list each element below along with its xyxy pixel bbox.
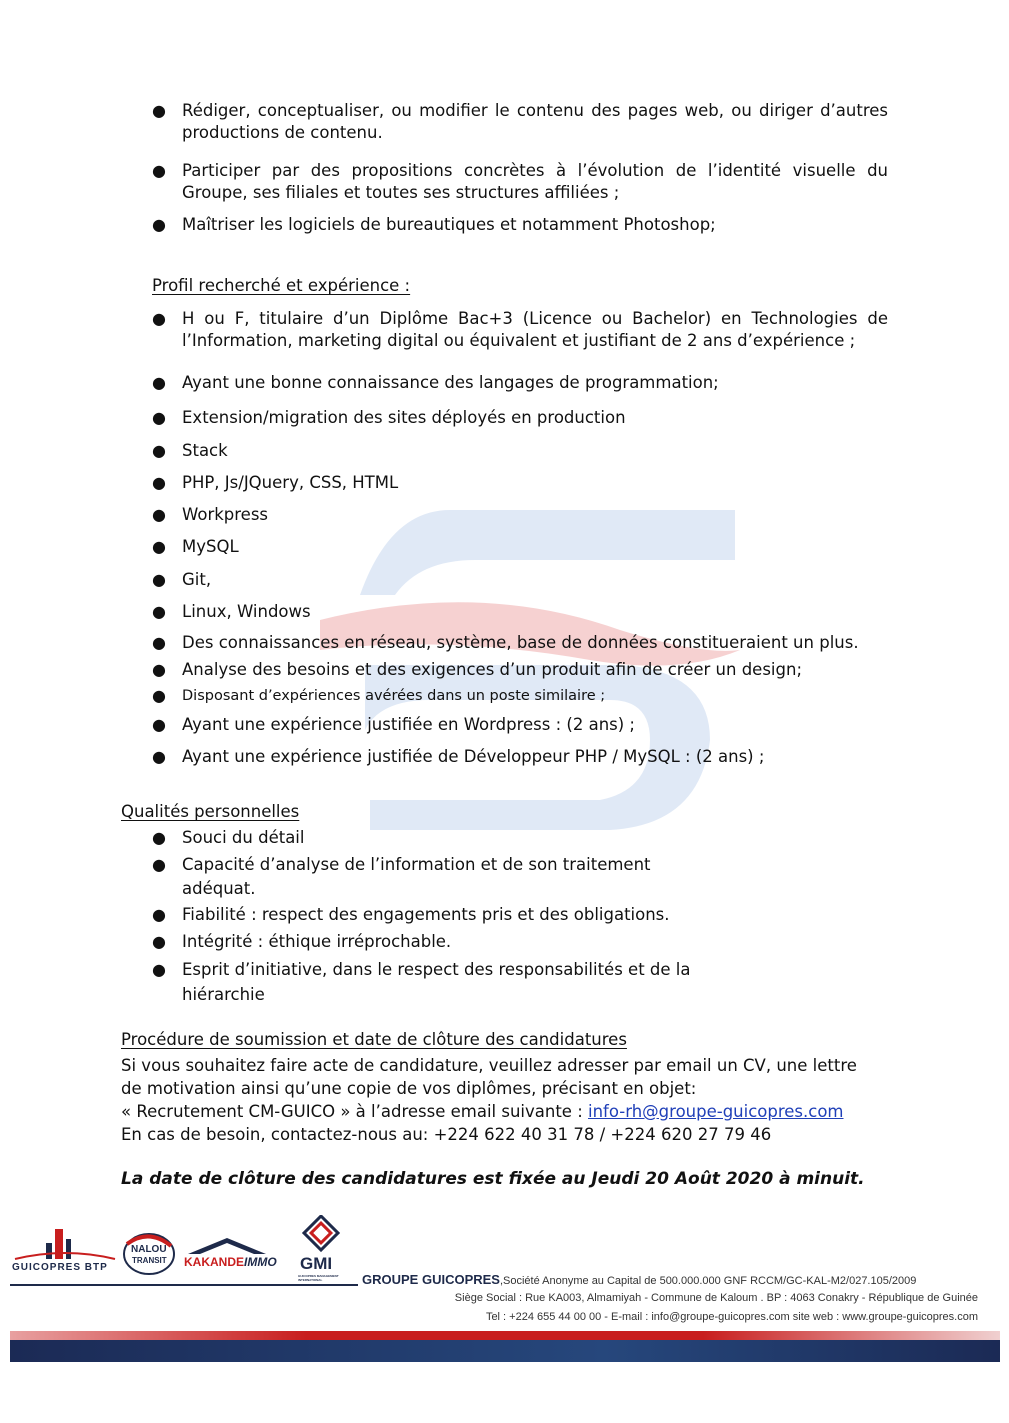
list-item: ● Git, bbox=[152, 570, 212, 589]
bullet-icon: ● bbox=[152, 408, 166, 427]
list-item: ● Souci du détail bbox=[152, 828, 305, 847]
email-link[interactable]: info-rh@groupe-guicopres.com bbox=[588, 1102, 844, 1121]
bullet-icon: ● bbox=[152, 660, 166, 679]
bullet-icon: ● bbox=[152, 828, 166, 847]
list-item: ● Extension/migration des sites déployés en production bbox=[152, 408, 626, 427]
list-item: ● Intégrité : éthique irréprochable. bbox=[152, 932, 452, 951]
section-heading-procedure: Procédure de soumission et date de clôture des candidatures bbox=[121, 1030, 627, 1049]
gmi-subtitle: GUICOPRES MANAGEMENT INTERNATIONAL bbox=[298, 1274, 339, 1282]
kakande-roof-icon bbox=[186, 1236, 268, 1256]
bullet-icon: ● bbox=[152, 373, 166, 392]
bullet-icon: ● bbox=[152, 932, 166, 951]
list-item: ● Maîtriser les logiciels de bureautiques et notamment Photoshop; bbox=[152, 215, 716, 234]
footer-divider bbox=[10, 1284, 358, 1286]
bullet-icon: ● bbox=[152, 441, 166, 460]
bullet-icon: ● bbox=[152, 747, 166, 766]
bullet-icon: ● bbox=[152, 960, 166, 979]
bullet-icon: ● bbox=[152, 686, 166, 705]
bullet-icon: ● bbox=[152, 473, 166, 492]
bullet-icon: ● bbox=[152, 715, 166, 734]
bullet-icon: ● bbox=[152, 309, 166, 328]
list-item: ● Fiabilité : respect des engagements pris et des obligations. bbox=[152, 905, 670, 924]
list-item: ● Analyse des besoins et des exigences d’un produit afin de créer un design; bbox=[152, 660, 803, 679]
list-item: ● Linux, Windows bbox=[152, 602, 311, 621]
bullet-icon: ● bbox=[152, 161, 166, 180]
closing-date: La date de clôture des candidatures est fixée au Jeudi 20 Août 2020 à minuit. bbox=[121, 1169, 865, 1189]
list-item: ● Ayant une expérience justifiée de Développeur PHP / MySQL : (2 ans) ; bbox=[152, 747, 765, 766]
section-heading-profile: Profil recherché et expérience : bbox=[152, 276, 411, 295]
bullet-icon: ● bbox=[152, 215, 166, 234]
company-contact: Tel : +224 655 44 00 00 - E-mail : info@groupe-guicopres.com site web : www.groupe-guicopres.com bbox=[485, 1311, 978, 1323]
gmi-logo bbox=[302, 1215, 340, 1255]
bullet-icon: ● bbox=[152, 855, 166, 874]
bullet-icon: ● bbox=[152, 602, 166, 621]
list-item: ● Capacité d’analyse de l’information et de son traitement adéquat. bbox=[152, 855, 651, 898]
list-item: ● Esprit d’initiative, dans le respect des responsabilités et de la hiérarchie bbox=[152, 957, 712, 1007]
list-item: ● MySQL bbox=[152, 537, 239, 556]
section-heading-qualities: Qualités personnelles bbox=[121, 802, 300, 821]
transit-logo-text: TRANSIT bbox=[132, 1256, 167, 1265]
company-address: Siège Social : Rue KA003, Almamiyah - Commune de Kaloum . BP : 4063 Conakry - République de Guinée bbox=[454, 1292, 978, 1304]
list-item: ● Stack bbox=[152, 441, 228, 460]
footer-band-blue bbox=[10, 1340, 1000, 1362]
bullet-icon: ● bbox=[152, 633, 166, 652]
bullet-icon: ● bbox=[152, 537, 166, 556]
list-item: ● Rédiger, conceptualiser, ou modifier le contenu des pages web, ou diriger d’autres productions de contenu. bbox=[152, 101, 888, 142]
bullet-icon: ● bbox=[152, 505, 166, 524]
list-item: ● Ayant une bonne connaissance des langages de programmation; bbox=[152, 373, 719, 392]
company-line: GROUPE GUICOPRES,Société Anonyme au Capital de 500.000.000 GNF RCCM/GC-KAL-M2/027.105/2009 bbox=[362, 1272, 917, 1287]
list-item: ● Des connaissances en réseau, système, base de données constitueraient un plus. bbox=[152, 633, 859, 652]
list-item: ● Disposant d’expériences avérées dans un poste similaire ; bbox=[152, 686, 606, 705]
kakande-logo-text: KAKANDEIMMO bbox=[184, 1255, 277, 1269]
bullet-icon: ● bbox=[152, 905, 166, 924]
procedure-text: Si vous souhaitez faire acte de candidature, veuillez adresser par email un CV, une lettre de motivation ainsi qu’une copie de vos diplômes, précisant en objet: « Recrutement CM-GUICO » à l’adresse email suivante : info-rh@groupe-guicopres.com En cas de besoin, contactez-nous au: +224 622 40 31 78 / +224 620 27 79 46 bbox=[121, 1056, 857, 1144]
list-item: ● H ou F, titulaire d’un Diplôme Bac+3 (Licence ou Bachelor) en Technologies de l’Information, marketing digital ou équivalent et justifiant de 2 ans d’expérience ; bbox=[152, 309, 888, 350]
list-item: ● Ayant une expérience justifiée en Wordpress : (2 ans) ; bbox=[152, 715, 635, 734]
list-item: ● Participer par des propositions concrètes à l’évolution de l’identité visuelle du Groupe, ses filiales et toutes ses structures affiliées ; bbox=[152, 161, 888, 202]
bullet-icon: ● bbox=[152, 570, 166, 589]
list-item: ● Workpress bbox=[152, 505, 269, 524]
list-item: ● PHP, Js/JQuery, CSS, HTML bbox=[152, 473, 399, 492]
guicopres-btp-logo bbox=[10, 1225, 120, 1265]
gmi-logo-text: GMI bbox=[300, 1254, 333, 1273]
nalou-logo-text: NALOU bbox=[131, 1244, 167, 1255]
bullet-icon: ● bbox=[152, 101, 166, 120]
guicopres-logo-text: GUICOPRES BTP bbox=[12, 1262, 108, 1273]
